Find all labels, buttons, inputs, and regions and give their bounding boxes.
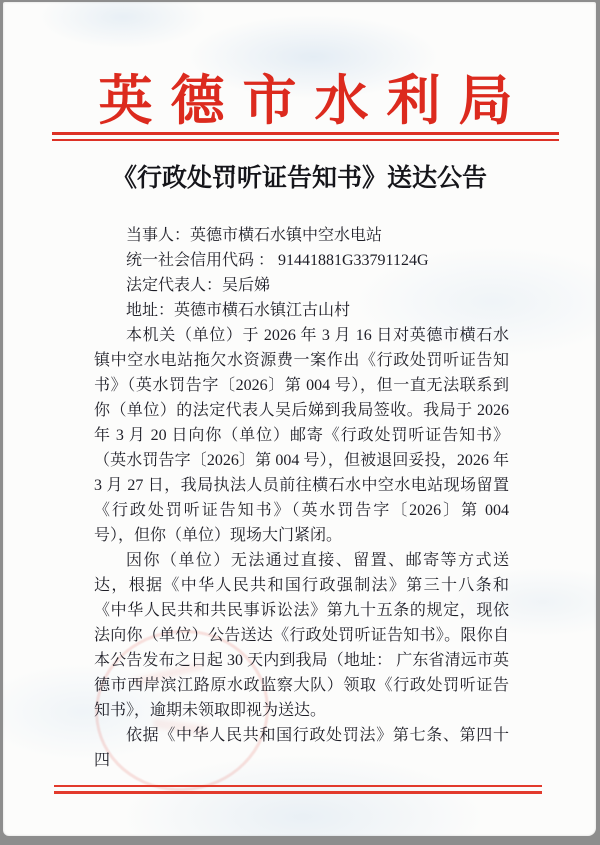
info-line-legal-representative: 法定代表人：吴后娣 bbox=[126, 277, 271, 294]
body-paragraph-service-attempts: 本机关（单位）于 2026 年 3 月 16 日对英德市横石水镇中空水电站拖欠水资源费一案作出《行政处罚听证告知书》（英水罚告字〔2026〕第 004 号），但一直无法联系到你（单位）的法定代表人吴后娣到我局签收。我局于 2026 年 3 月 20 日向你（单位）邮寄《行政处罚听证告知书》（英水罚告字〔2026〕第 004 号），但被退回妥投，2026 年 3 月 27 日，我局执法人员前往横石水中空水电站现场留置《行政处罚听证告知书》（英水罚告字〔2026〕第 004 号），但你（单位）现场大门紧闭。 bbox=[94, 327, 509, 544]
header-rule-thin bbox=[52, 139, 559, 141]
info-line-credit-code: 统一社会信用代码 ： 91441881G33791124G bbox=[126, 252, 429, 269]
footer-rule-thin bbox=[54, 785, 542, 787]
info-line-party: 当事人：英德市横石水镇中空水电站 bbox=[126, 227, 383, 244]
document-body bbox=[94, 223, 509, 773]
body-paragraph-legal-basis-truncated: 依据《中华人民共和国行政处罚法》第七条、第四十四 bbox=[94, 727, 509, 769]
document-title: 《行政处罚听证告知书》送达公告 bbox=[111, 165, 487, 192]
scanned-page bbox=[3, 2, 596, 836]
agency-name: 英德市水利局 bbox=[98, 71, 531, 131]
footer-rule-thick bbox=[54, 791, 542, 794]
body-paragraph-public-notice: 因你（单位）无法通过直接、留置、邮寄等方式送达，根据《中华人民共和国行政强制法》第三十八条和《中华人民共和共民事诉讼法》第九十五条的规定，现依法向你（单位）公告送达《行政处罚听证告知书》。限你自本公告发布之日起 30 天内到我局（地址： 广东省清远市英德市西岸滨江路原水政监察大队）领取《行政处罚听证告知书》，逾期未领取即视为送达。 bbox=[94, 552, 509, 719]
info-line-address: 地址：英德市横石水镇江古山村 bbox=[126, 302, 351, 319]
header-rule-thick bbox=[52, 132, 559, 135]
